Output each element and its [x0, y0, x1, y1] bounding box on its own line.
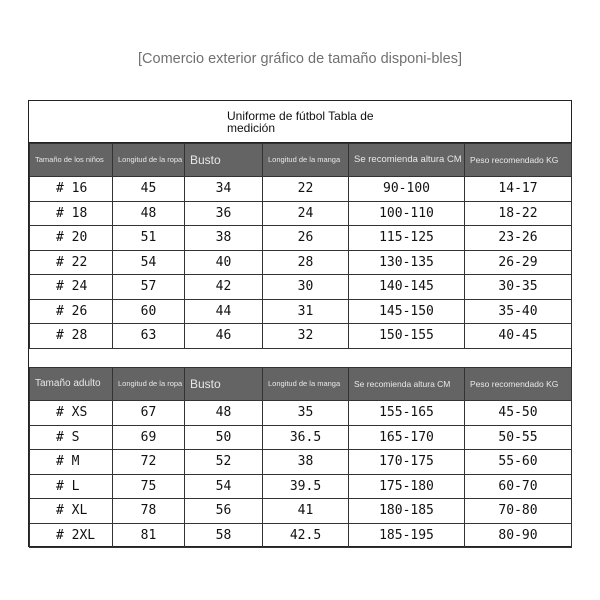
value-cell: 130-135 — [349, 250, 465, 275]
value-cell: 165-170 — [349, 425, 465, 450]
kids-header-length: Longitud de la ropa — [113, 144, 185, 177]
value-cell: 155-165 — [349, 401, 465, 426]
value-cell: 38 — [185, 226, 263, 251]
size-cell: # 18 — [30, 201, 113, 226]
size-cell: # XS — [30, 401, 113, 426]
value-cell: 31 — [263, 299, 349, 324]
value-cell: 69 — [113, 425, 185, 450]
title-box — [29, 101, 571, 143]
value-cell: 46 — [185, 324, 263, 349]
table-row — [30, 324, 572, 349]
size-cell: # 26 — [30, 299, 113, 324]
size-chart-sheet — [28, 100, 572, 547]
kids-header-size: Tamaño de los niños — [30, 144, 113, 177]
table-row — [30, 523, 572, 548]
value-cell: 180-185 — [349, 499, 465, 524]
table-row — [30, 499, 572, 524]
chart-title: Uniforme de fútbol Tabla de medición — [227, 109, 374, 135]
value-cell: 58 — [185, 523, 263, 548]
value-cell: 22 — [263, 177, 349, 202]
kids-header-height: Se recomienda altura CM — [349, 144, 465, 177]
value-cell: 48 — [113, 201, 185, 226]
table-row — [30, 299, 572, 324]
value-cell: 80-90 — [465, 523, 572, 548]
value-cell: 42.5 — [263, 523, 349, 548]
size-cell: # 2XL — [30, 523, 113, 548]
value-cell: 26 — [263, 226, 349, 251]
table-row — [30, 275, 572, 300]
value-cell: 44 — [185, 299, 263, 324]
adult-size-table — [29, 367, 572, 548]
value-cell: 185-195 — [349, 523, 465, 548]
adult-header-height: Se recomienda altura CM — [349, 368, 465, 401]
adult-header-row — [30, 368, 572, 401]
value-cell: 54 — [113, 250, 185, 275]
size-cell: # M — [30, 450, 113, 475]
value-cell: 115-125 — [349, 226, 465, 251]
value-cell: 56 — [185, 499, 263, 524]
value-cell: 34 — [185, 177, 263, 202]
size-cell: # 24 — [30, 275, 113, 300]
value-cell: 35-40 — [465, 299, 572, 324]
value-cell: 42 — [185, 275, 263, 300]
size-cell: # 28 — [30, 324, 113, 349]
value-cell: 48 — [185, 401, 263, 426]
value-cell: 32 — [263, 324, 349, 349]
value-cell: 39.5 — [263, 474, 349, 499]
value-cell: 70-80 — [465, 499, 572, 524]
table-separator — [29, 354, 571, 367]
adult-header-sleeve: Longitud de la manga — [263, 368, 349, 401]
table-row — [30, 226, 572, 251]
adult-header-size: Tamaño adulto — [30, 368, 113, 401]
value-cell: 50-55 — [465, 425, 572, 450]
table-row — [30, 177, 572, 202]
value-cell: 55-60 — [465, 450, 572, 475]
value-cell: 40-45 — [465, 324, 572, 349]
value-cell: 170-175 — [349, 450, 465, 475]
value-cell: 26-29 — [465, 250, 572, 275]
value-cell: 60-70 — [465, 474, 572, 499]
adult-header-length: Longitud de la ropa — [113, 368, 185, 401]
size-cell: # 16 — [30, 177, 113, 202]
value-cell: 63 — [113, 324, 185, 349]
value-cell: 30 — [263, 275, 349, 300]
table-row — [30, 450, 572, 475]
size-cell: # XL — [30, 499, 113, 524]
caption-text: [Comercio exterior gráfico de tamaño disponi-bles] — [138, 51, 462, 67]
kids-size-table — [29, 143, 572, 349]
value-cell: 51 — [113, 226, 185, 251]
value-cell: 36 — [185, 201, 263, 226]
kids-header-row — [30, 144, 572, 177]
adult-header-weight: Peso recomendado KG — [465, 368, 572, 401]
table-row — [30, 401, 572, 426]
kids-table-body — [30, 177, 572, 349]
table-row — [30, 250, 572, 275]
value-cell: 140-145 — [349, 275, 465, 300]
value-cell: 67 — [113, 401, 185, 426]
kids-header-bust: Busto — [185, 144, 263, 177]
value-cell: 145-150 — [349, 299, 465, 324]
value-cell: 38 — [263, 450, 349, 475]
table-row — [30, 201, 572, 226]
value-cell: 150-155 — [349, 324, 465, 349]
value-cell: 175-180 — [349, 474, 465, 499]
size-cell: # 22 — [30, 250, 113, 275]
value-cell: 57 — [113, 275, 185, 300]
table-row — [30, 474, 572, 499]
value-cell: 23-26 — [465, 226, 572, 251]
size-cell: # S — [30, 425, 113, 450]
table-row — [30, 425, 572, 450]
adult-table-body — [30, 401, 572, 548]
value-cell: 35 — [263, 401, 349, 426]
value-cell: 18-22 — [465, 201, 572, 226]
value-cell: 45-50 — [465, 401, 572, 426]
kids-header-sleeve: Longitud de la manga — [263, 144, 349, 177]
value-cell: 24 — [263, 201, 349, 226]
value-cell: 30-35 — [465, 275, 572, 300]
size-cell: # 20 — [30, 226, 113, 251]
value-cell: 52 — [185, 450, 263, 475]
value-cell: 45 — [113, 177, 185, 202]
value-cell: 100-110 — [349, 201, 465, 226]
value-cell: 78 — [113, 499, 185, 524]
size-cell: # L — [30, 474, 113, 499]
value-cell: 50 — [185, 425, 263, 450]
adult-header-bust: Busto — [185, 368, 263, 401]
value-cell: 28 — [263, 250, 349, 275]
value-cell: 54 — [185, 474, 263, 499]
value-cell: 40 — [185, 250, 263, 275]
value-cell: 81 — [113, 523, 185, 548]
value-cell: 41 — [263, 499, 349, 524]
value-cell: 75 — [113, 474, 185, 499]
value-cell: 90-100 — [349, 177, 465, 202]
value-cell: 36.5 — [263, 425, 349, 450]
value-cell: 60 — [113, 299, 185, 324]
value-cell: 72 — [113, 450, 185, 475]
value-cell: 14-17 — [465, 177, 572, 202]
kids-header-weight: Peso recomendado KG — [465, 144, 572, 177]
